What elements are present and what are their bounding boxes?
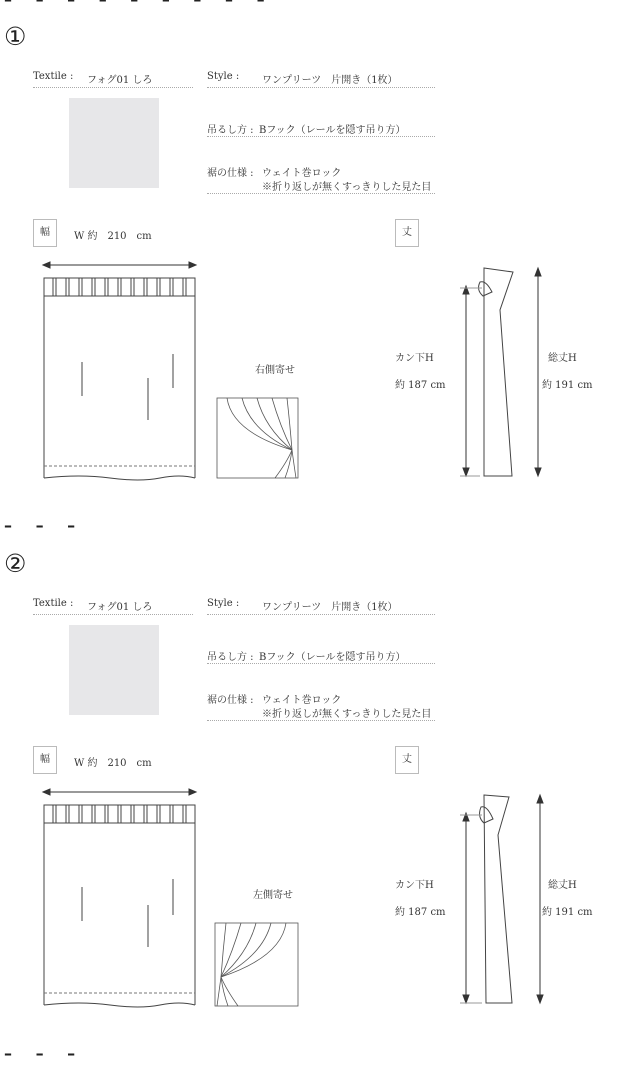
width-box: 幅 xyxy=(33,746,57,774)
hem-note: ※折り返しが無くすっきりした見た目 xyxy=(262,709,432,720)
height-box: 丈 xyxy=(395,219,419,247)
total-value: 約 191 cm xyxy=(542,907,593,918)
textile-value: フォグ01 しろ xyxy=(87,602,153,613)
pleat-heading xyxy=(53,278,186,296)
kan-height-arrow xyxy=(460,813,482,1003)
hang-value: Bフック（レールを隠す吊り方） xyxy=(259,125,406,136)
textile-label: Textile : xyxy=(33,71,74,82)
section-number: ① xyxy=(4,22,27,51)
hem-label: 裾の仕様 : xyxy=(207,695,254,706)
pleat-heading xyxy=(53,805,186,823)
style-label: Style : xyxy=(207,598,240,609)
hem-note: ※折り返しが無くすっきりした見た目 xyxy=(262,182,432,193)
hem-label: 裾の仕様 : xyxy=(207,168,254,179)
width-arrow xyxy=(43,789,196,795)
section-divider-2: – – – xyxy=(4,1044,85,1063)
hang-label: 吊るし方 : xyxy=(207,125,254,136)
section-number: ② xyxy=(4,549,27,578)
total-height-arrow xyxy=(537,795,543,1003)
side-view xyxy=(480,795,512,1003)
hem-value: ウェイト巻ロック xyxy=(262,695,342,706)
curtain-diagram xyxy=(0,0,625,500)
textile-value: フォグ01 しろ xyxy=(87,75,153,86)
tie-back-icon xyxy=(215,923,298,1006)
total-value: 約 191 cm xyxy=(542,380,593,391)
kan-height-arrow xyxy=(460,286,482,476)
curtain-spec-1 xyxy=(0,0,625,500)
hang-value: Bフック（レールを隠す吊り方） xyxy=(259,652,406,663)
hang-label: 吊るし方 : xyxy=(207,652,254,663)
kan-label: カン下H xyxy=(395,353,434,364)
style-value: ワンプリーツ 片開き（1枚） xyxy=(262,602,398,613)
textile-label: Textile : xyxy=(33,598,74,609)
curtain-diagram xyxy=(0,527,625,1027)
tie-side-label: 右側寄せ xyxy=(255,365,295,376)
width-value: W 約 210 cm xyxy=(74,758,152,769)
width-value: W 約 210 cm xyxy=(74,231,152,242)
style-value: ワンプリーツ 片開き（1枚） xyxy=(262,75,398,86)
curtain-front-view xyxy=(44,278,195,480)
kan-label: カン下H xyxy=(395,880,434,891)
height-box: 丈 xyxy=(395,746,419,774)
total-label: 総丈H xyxy=(548,353,577,364)
width-box: 幅 xyxy=(33,219,57,247)
hem-value: ウェイト巻ロック xyxy=(262,168,342,179)
total-height-arrow xyxy=(535,268,541,476)
kan-value: 約 187 cm xyxy=(395,907,446,918)
section-divider-1: – – – xyxy=(4,516,85,535)
kan-value: 約 187 cm xyxy=(395,380,446,391)
total-label: 総丈H xyxy=(548,880,577,891)
curtain-front-view xyxy=(44,805,195,1007)
curtain-spec-2 xyxy=(0,527,625,1027)
tie-side-label: 左側寄せ xyxy=(253,890,293,901)
style-label: Style : xyxy=(207,71,240,82)
tie-back-icon xyxy=(217,398,298,478)
width-arrow xyxy=(43,262,196,268)
side-view xyxy=(479,268,513,476)
